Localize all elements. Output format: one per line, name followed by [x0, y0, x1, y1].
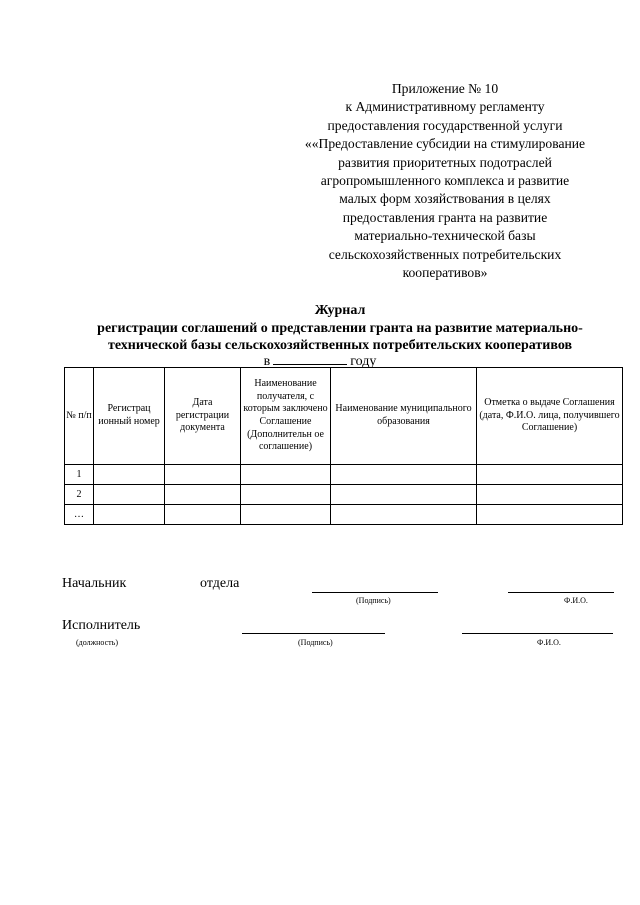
name-caption-2: Ф.И.О. — [537, 638, 561, 647]
appendix-line: развития приоритетных подотраслей — [338, 154, 552, 170]
year-blank-field — [273, 351, 347, 365]
journal-heading — [60, 302, 620, 355]
row-number: … — [65, 505, 94, 525]
registration-table — [64, 367, 623, 525]
executor-signature-line — [242, 633, 385, 634]
table-cell — [241, 485, 331, 505]
column-header-recipient-name: Наименование получателя, с которым заключено Соглашение (Дополнительн ое соглашение) — [241, 368, 331, 465]
table-cell — [241, 465, 331, 485]
year-prefix: в — [263, 354, 271, 369]
journal-title: Журнал — [314, 303, 366, 318]
row-number: 1 — [65, 465, 94, 485]
table-cell — [165, 485, 241, 505]
table-cell — [165, 505, 241, 525]
journal-subtitle-line-2: технической базы сельскохозяйственных потребительских кооперативов — [107, 338, 573, 353]
column-header-number: № п/п — [65, 368, 94, 465]
table-cell — [165, 465, 241, 485]
table-cell — [477, 505, 623, 525]
executor-name-line — [462, 633, 613, 634]
appendix-line: предоставления государственной услуги — [327, 117, 563, 133]
appendix-line: агропромышленного комплекса и развитие — [320, 173, 570, 189]
column-header-municipality: Наименование муниципального образования — [331, 368, 477, 465]
table-cell — [477, 465, 623, 485]
appendix-line: предоставления гранта на развитие — [342, 209, 548, 225]
column-header-registration-number: Регистрац ионный номер — [94, 368, 165, 465]
table-cell — [331, 465, 477, 485]
table-cell — [331, 485, 477, 505]
department-label: отдела — [200, 576, 240, 591]
table-row — [65, 485, 623, 505]
appendix-line: кооперативов» — [402, 265, 488, 281]
table-cell — [94, 505, 165, 525]
name-caption: Ф.И.О. — [564, 596, 588, 605]
row-number: 2 — [65, 485, 94, 505]
journal-subtitle-line-1: регистрации соглашений о представлении гранта на развитие материально- — [97, 320, 583, 336]
appendix-line: малых форм хозяйствования в целях — [339, 191, 551, 207]
position-caption: (должность) — [76, 638, 118, 647]
appendix-line: к Административному регламенту — [345, 99, 545, 115]
table-row — [65, 465, 623, 485]
chief-name-line — [508, 592, 614, 593]
table-header-row — [65, 368, 623, 465]
appendix-line: ««Предоставление субсидии на стимулирование — [304, 136, 586, 152]
table-cell — [241, 505, 331, 525]
appendix-line: материально-технической базы — [354, 228, 536, 244]
column-header-registration-date: Дата регистрации документа — [165, 368, 241, 465]
appendix-line: Приложение № 10 — [391, 81, 499, 96]
executor-label: Исполнитель — [62, 618, 141, 633]
appendix-line: сельскохозяйственных потребительских — [328, 246, 562, 262]
table-row — [65, 505, 623, 525]
table-cell — [331, 505, 477, 525]
table-cell — [477, 485, 623, 505]
table-cell — [94, 485, 165, 505]
appendix-block — [270, 80, 620, 282]
chief-signature-line — [312, 592, 438, 593]
chief-label: Начальник — [62, 576, 127, 591]
signature-caption-2: (Подпись) — [298, 638, 333, 647]
signature-caption: (Подпись) — [356, 596, 391, 605]
table-cell — [94, 465, 165, 485]
year-suffix: году — [350, 354, 377, 369]
column-header-issue-mark: Отметка о выдаче Соглашения (дата, Ф.И.О. лица, получившего Соглашение) — [477, 368, 623, 465]
